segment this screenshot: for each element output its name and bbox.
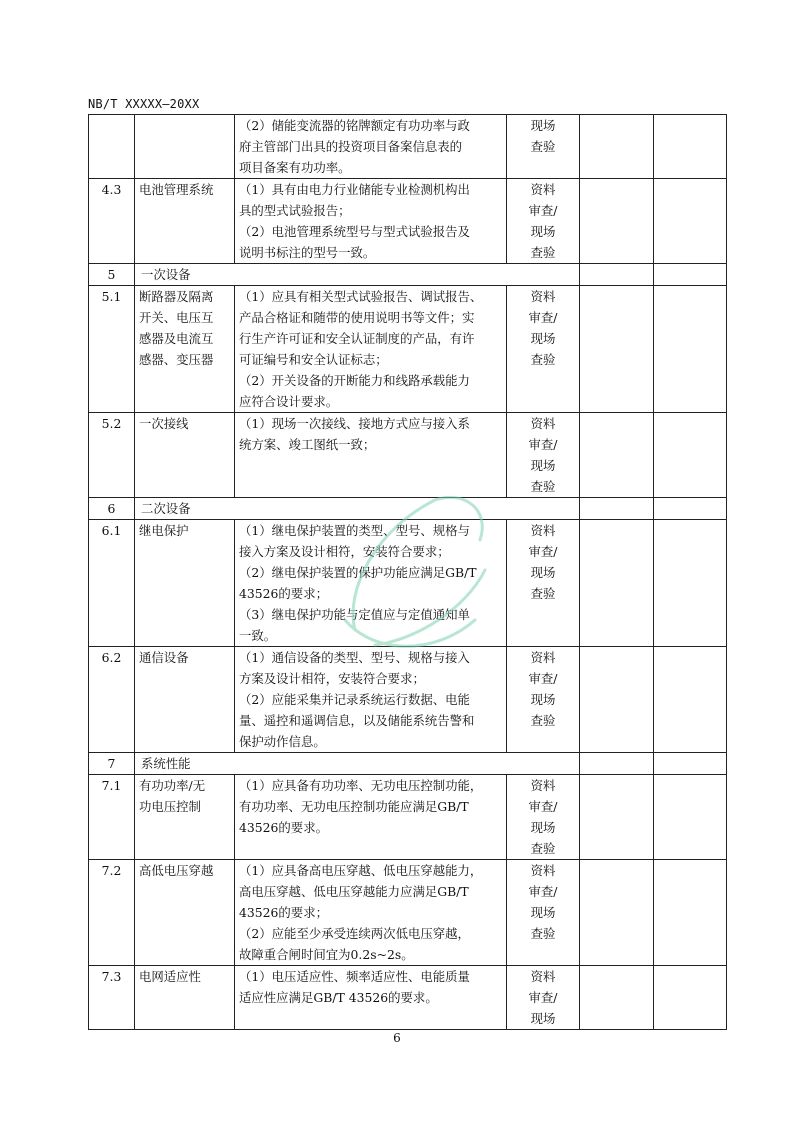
check-method-line: 审查/ [528, 671, 558, 686]
result-cell [580, 179, 654, 264]
item-name-line: 感器、变压器 [139, 352, 214, 367]
check-method-line: 现场 [530, 820, 556, 835]
item-content [235, 115, 507, 179]
check-method [507, 115, 580, 179]
table-row [89, 115, 727, 179]
check-method-line: 审查/ [528, 437, 558, 452]
item-number: 6.1 [89, 520, 135, 647]
item-content-line: （1）继电保护装置的类型、型号、规格与 [239, 523, 470, 538]
item-content-line: 高电压穿越、低电压穿越能力应满足GB/T [239, 884, 469, 899]
result-cell [580, 264, 654, 286]
item-number: 7.2 [89, 860, 135, 966]
check-method [507, 966, 580, 1030]
check-method-line: 现场 [530, 905, 556, 920]
result-cell [580, 413, 654, 498]
check-method-line: 查验 [530, 841, 556, 856]
item-content-line: 说明书标注的型号一致。 [239, 245, 376, 260]
item-number: 6.2 [89, 647, 135, 753]
result-cell [580, 966, 654, 1030]
result-cell [580, 286, 654, 413]
item-content-line: 43526的要求。 [239, 820, 328, 835]
check-method-line: 审查/ [528, 990, 558, 1005]
check-method [507, 860, 580, 966]
check-method-line: 审查/ [528, 310, 558, 325]
check-method-line: 查验 [530, 713, 556, 728]
item-content-line: 量、遥控和遥调信息，以及储能系统告警和 [239, 713, 475, 728]
item-content-line: 统方案、竣工图纸一致； [239, 437, 376, 452]
item-name-line: 高低电压穿越 [139, 863, 214, 878]
table-row [89, 179, 727, 264]
item-content-line: （2）继电保护装置的保护功能应满足GB/T [239, 565, 477, 580]
remark-cell [654, 179, 727, 264]
check-method-line: 资料 [530, 416, 556, 431]
check-method [507, 775, 580, 860]
item-name-line: 功电压控制 [139, 799, 201, 814]
item-content-line: （2）应能采集并记录系统运行数据、电能 [239, 692, 470, 707]
item-content-line: （2）储能变流器的铭牌额定有功功率与政 [239, 118, 470, 133]
check-method-line: 查验 [530, 352, 556, 367]
check-method-line: 现场 [530, 458, 556, 473]
check-method-line: 资料 [530, 182, 556, 197]
item-content-line: （1）通信设备的类型、型号、规格与接入 [239, 650, 470, 665]
table-row [89, 860, 727, 966]
item-content-line: 适应性应满足GB/T 43526的要求。 [239, 990, 438, 1005]
item-name-line: 通信设备 [139, 650, 189, 665]
result-cell [580, 860, 654, 966]
item-number: 4.3 [89, 179, 135, 264]
item-name [135, 775, 235, 860]
item-name-line: 电池管理系统 [139, 182, 214, 197]
item-name [135, 413, 235, 498]
check-method-line: 资料 [530, 650, 556, 665]
item-name-line: 一次接线 [139, 416, 189, 431]
item-content-line: （2）开关设备的开断能力和线路承载能力 [239, 373, 470, 388]
section-title: 一次设备 [135, 264, 580, 286]
check-method [507, 286, 580, 413]
item-name-line: 断路器及隔离 [139, 289, 214, 304]
check-method-line: 审查/ [528, 884, 558, 899]
check-method-line: 资料 [530, 778, 556, 793]
item-name [135, 179, 235, 264]
item-name [135, 966, 235, 1030]
remark-cell [654, 753, 727, 775]
remark-cell [654, 775, 727, 860]
check-method-line: 现场 [530, 331, 556, 346]
item-content-line: 行生产许可证和安全认证制度的产品，有许 [239, 331, 475, 346]
section-row [89, 264, 727, 286]
check-method-line: 资料 [530, 863, 556, 878]
result-cell [580, 115, 654, 179]
remark-cell [654, 286, 727, 413]
item-number: 5.1 [89, 286, 135, 413]
item-content-line: 方案及设计相符，安装符合要求； [239, 671, 425, 686]
check-method-line: 查验 [530, 926, 556, 941]
item-content-line: 43526的要求； [239, 905, 328, 920]
result-cell [580, 647, 654, 753]
check-method-line: 查验 [530, 245, 556, 260]
check-method-line: 查验 [530, 479, 556, 494]
section-row [89, 753, 727, 775]
check-method [507, 179, 580, 264]
item-content [235, 775, 507, 860]
remark-cell [654, 413, 727, 498]
item-content-line: 故障重合闸时间宜为0.2s~2s。 [239, 947, 414, 962]
item-content-line: 有功功率、无功电压控制功能应满足GB/T [239, 799, 469, 814]
item-name [135, 520, 235, 647]
item-content [235, 413, 507, 498]
item-content-line: 可证编号和安全认证标志； [239, 352, 388, 367]
item-name-line: 开关、电压互 [139, 310, 214, 325]
item-content-line: 项目备案有功功率。 [239, 160, 351, 175]
check-method-line: 审查/ [528, 544, 558, 559]
item-content-line: 产品合格证和随带的使用说明书等文件；实 [239, 310, 475, 325]
check-method-line: 查验 [530, 139, 556, 154]
item-content [235, 520, 507, 647]
item-content-line: （1）应具有相关型式试验报告、调试报告、 [239, 289, 483, 304]
item-content [235, 647, 507, 753]
item-content-line: （1）应具备高电压穿越、低电压穿越能力， [239, 863, 483, 878]
section-title: 系统性能 [135, 753, 580, 775]
check-method-line: 现场 [530, 118, 556, 133]
document-header: NB/T XXXXX—20XX [88, 97, 200, 111]
check-method-line: 资料 [530, 969, 556, 984]
item-content-line: （2）电池管理系统型号与型式试验报告及 [239, 224, 470, 239]
item-name [135, 286, 235, 413]
result-cell [580, 498, 654, 520]
check-method-line: 审查/ [528, 203, 558, 218]
table-row [89, 413, 727, 498]
item-number: 5 [89, 264, 135, 286]
item-number [89, 115, 135, 179]
item-content-line: （1）具有由电力行业储能专业检测机构出 [239, 182, 470, 197]
check-method-line: 查验 [530, 586, 556, 601]
table-row [89, 520, 727, 647]
check-method-line: 现场 [530, 565, 556, 580]
check-method-line: 资料 [530, 523, 556, 538]
section-title: 二次设备 [135, 498, 580, 520]
item-name [135, 860, 235, 966]
remark-cell [654, 520, 727, 647]
item-content-line: 接入方案及设计相符，安装符合要求； [239, 544, 450, 559]
result-cell [580, 753, 654, 775]
item-content-line: 应符合设计要求。 [239, 394, 339, 409]
item-content-line: （2）应能至少承受连续两次低电压穿越， [239, 926, 470, 941]
remark-cell [654, 498, 727, 520]
item-name-line: 有功功率/无 [139, 778, 206, 793]
item-number: 5.2 [89, 413, 135, 498]
item-number: 7 [89, 753, 135, 775]
remark-cell [654, 647, 727, 753]
item-content-line: 保护动作信息。 [239, 734, 326, 749]
item-content [235, 860, 507, 966]
item-content-line: （1）应具备有功功率、无功电压控制功能， [239, 778, 483, 793]
check-method-line: 现场 [530, 1011, 556, 1026]
item-name-line: 电网适应性 [139, 969, 201, 984]
item-content [235, 286, 507, 413]
item-number: 6 [89, 498, 135, 520]
remark-cell [654, 966, 727, 1030]
check-method [507, 413, 580, 498]
table-row [89, 775, 727, 860]
item-name-line: 继电保护 [139, 523, 189, 538]
remark-cell [654, 860, 727, 966]
item-name [135, 647, 235, 753]
check-method-line: 资料 [530, 289, 556, 304]
check-method [507, 647, 580, 753]
item-number: 7.1 [89, 775, 135, 860]
table-row [89, 966, 727, 1030]
item-content-line: 43526的要求； [239, 586, 328, 601]
item-name-line: 感器及电流互 [139, 331, 214, 346]
table-row [89, 647, 727, 753]
check-method-line: 审查/ [528, 799, 558, 814]
section-row [89, 498, 727, 520]
check-method-line: 现场 [530, 692, 556, 707]
item-content-line: （3）继电保护功能与定值应与定值通知单 [239, 607, 470, 622]
page-number: 6 [393, 1031, 401, 1045]
item-name [135, 115, 235, 179]
result-cell [580, 775, 654, 860]
item-content [235, 966, 507, 1030]
acceptance-table [88, 114, 727, 1030]
check-method [507, 520, 580, 647]
table-row [89, 286, 727, 413]
item-content-line: （1）现场一次接线、接地方式应与接入系 [239, 416, 470, 431]
remark-cell [654, 115, 727, 179]
table-body [89, 115, 727, 1030]
remark-cell [654, 264, 727, 286]
item-content-line: （1）电压适应性、频率适应性、电能质量 [239, 969, 470, 984]
check-method-line: 现场 [530, 224, 556, 239]
result-cell [580, 520, 654, 647]
item-content-line: 一致。 [239, 628, 277, 643]
item-number: 7.3 [89, 966, 135, 1030]
item-content-line: 具的型式试验报告； [239, 203, 351, 218]
item-content-line: 府主管部门出具的投资项目备案信息表的 [239, 139, 463, 154]
item-content [235, 179, 507, 264]
